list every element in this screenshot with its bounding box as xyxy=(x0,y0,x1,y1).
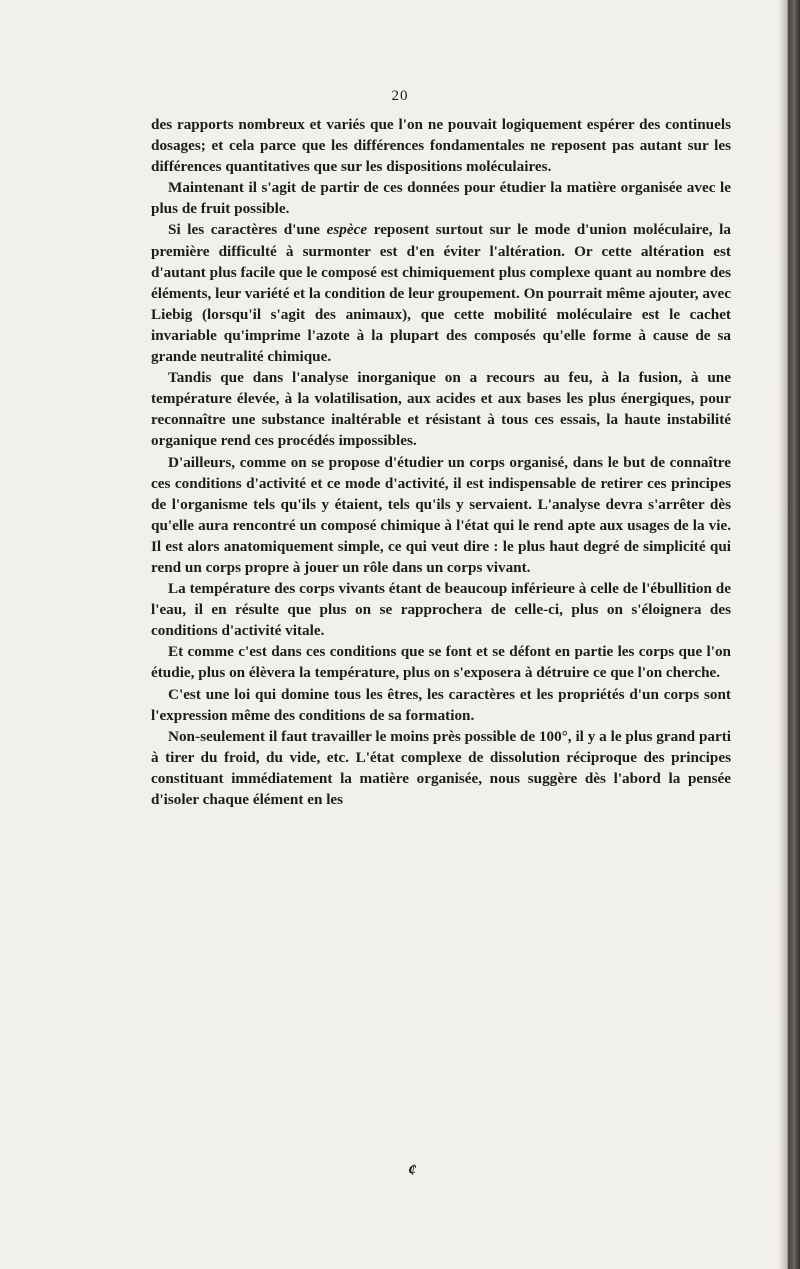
page-edge-line xyxy=(788,0,790,1269)
paragraph-9: Non-seulement il faut travailler le moins près possible de 100°, il y a le plus grand parti à tirer du froid, du vide, etc. L'état complexe de dissolution réciproque des principes constituant immédiatement la matière organisée, nous suggère dès l'abord la pensée d'isoler chaque élément en les xyxy=(151,727,731,808)
paragraph-4: Tandis que dans l'analyse inorganique on a recours au feu, à la fusion, à une température élevée, à la volatilisation, aux acides et aux bases les plus énergiques, pour reconnaître une substance inaltérable et résistant à tous ces essais, la haute instabilité organique rend ces procédés impossibles. xyxy=(151,369,731,450)
paragraph-3-rest: reposent surtout sur le mode d'union moléculaire, la première difficulté à surmonter est d'en éviter l'altération. Or cette altération est d'autant plus facile que le composé est chimiquement plus complexe quant au nombre des éléments, leur variété et la condition de leur groupement. On pourrait même ajouter, avec Liebig (lorsqu'il s'agit des animaux), que cette mobilité moléculaire est le cachet invariable qu'imprime l'azote à la plupart des composés qu'elle forme à cause de sa grande neutralité chimique. xyxy=(151,221,731,366)
paragraph-1: des rapports nombreux et variés que l'on ne pouvait logiquement espérer des continuels dosages; et cela parce que les différences fondamentales ne reposent pas autant sur les différences quantitatives que sur les dispositions moléculaires. xyxy=(151,116,731,176)
paragraph-5: D'ailleurs, comme on se propose d'étudier un corps organisé, dans le but de connaître ces conditions d'activité et ce mode d'activité, il est indispensable de retirer ces principes de l'organisme tels qu'ils y étaient, tels qu'ils y servaient. L'analyse devra s'arrêter dès qu'elle aura rencontré un composé chimique à l'état qui le rend apte aux usages de la vie. Il est alors anatomiquement simple, ce qui veut dire : le plus haut degré de simplicité qui rend un corps propre à jouer un rôle dans un corps vivant. xyxy=(151,453,731,576)
body-text xyxy=(151,114,731,810)
paragraph-3 xyxy=(151,219,731,367)
paragraph-2: Maintenant il s'agit de partir de ces données pour étudier la matière organisée avec le plus de fruit possible. xyxy=(151,179,731,218)
paragraph-3-start: Si les caractères d'une xyxy=(168,221,327,239)
paragraph-8: C'est une loi qui domine tous les êtres, les caractères et les propriétés d'un corps sont l'expression même des conditions de sa formation. xyxy=(151,685,731,724)
paragraph-6: La température des corps vivants étant de beaucoup inférieure à celle de l'ébullition de l'eau, il en résulte que plus on se rapprochera de celle-ci, plus on s'éloignera des conditions d'activité vitale. xyxy=(151,580,731,640)
page-number: 20 xyxy=(391,88,409,104)
footer-mark: ¢ xyxy=(408,1160,417,1179)
italic-word-espece: espèce xyxy=(326,221,368,239)
paragraph-7: Et comme c'est dans ces conditions que se font et se défont en partie les corps que l'on étudie, plus on élèvera la température, plus on s'exposera à détruire ce que l'on cherche. xyxy=(151,643,731,682)
